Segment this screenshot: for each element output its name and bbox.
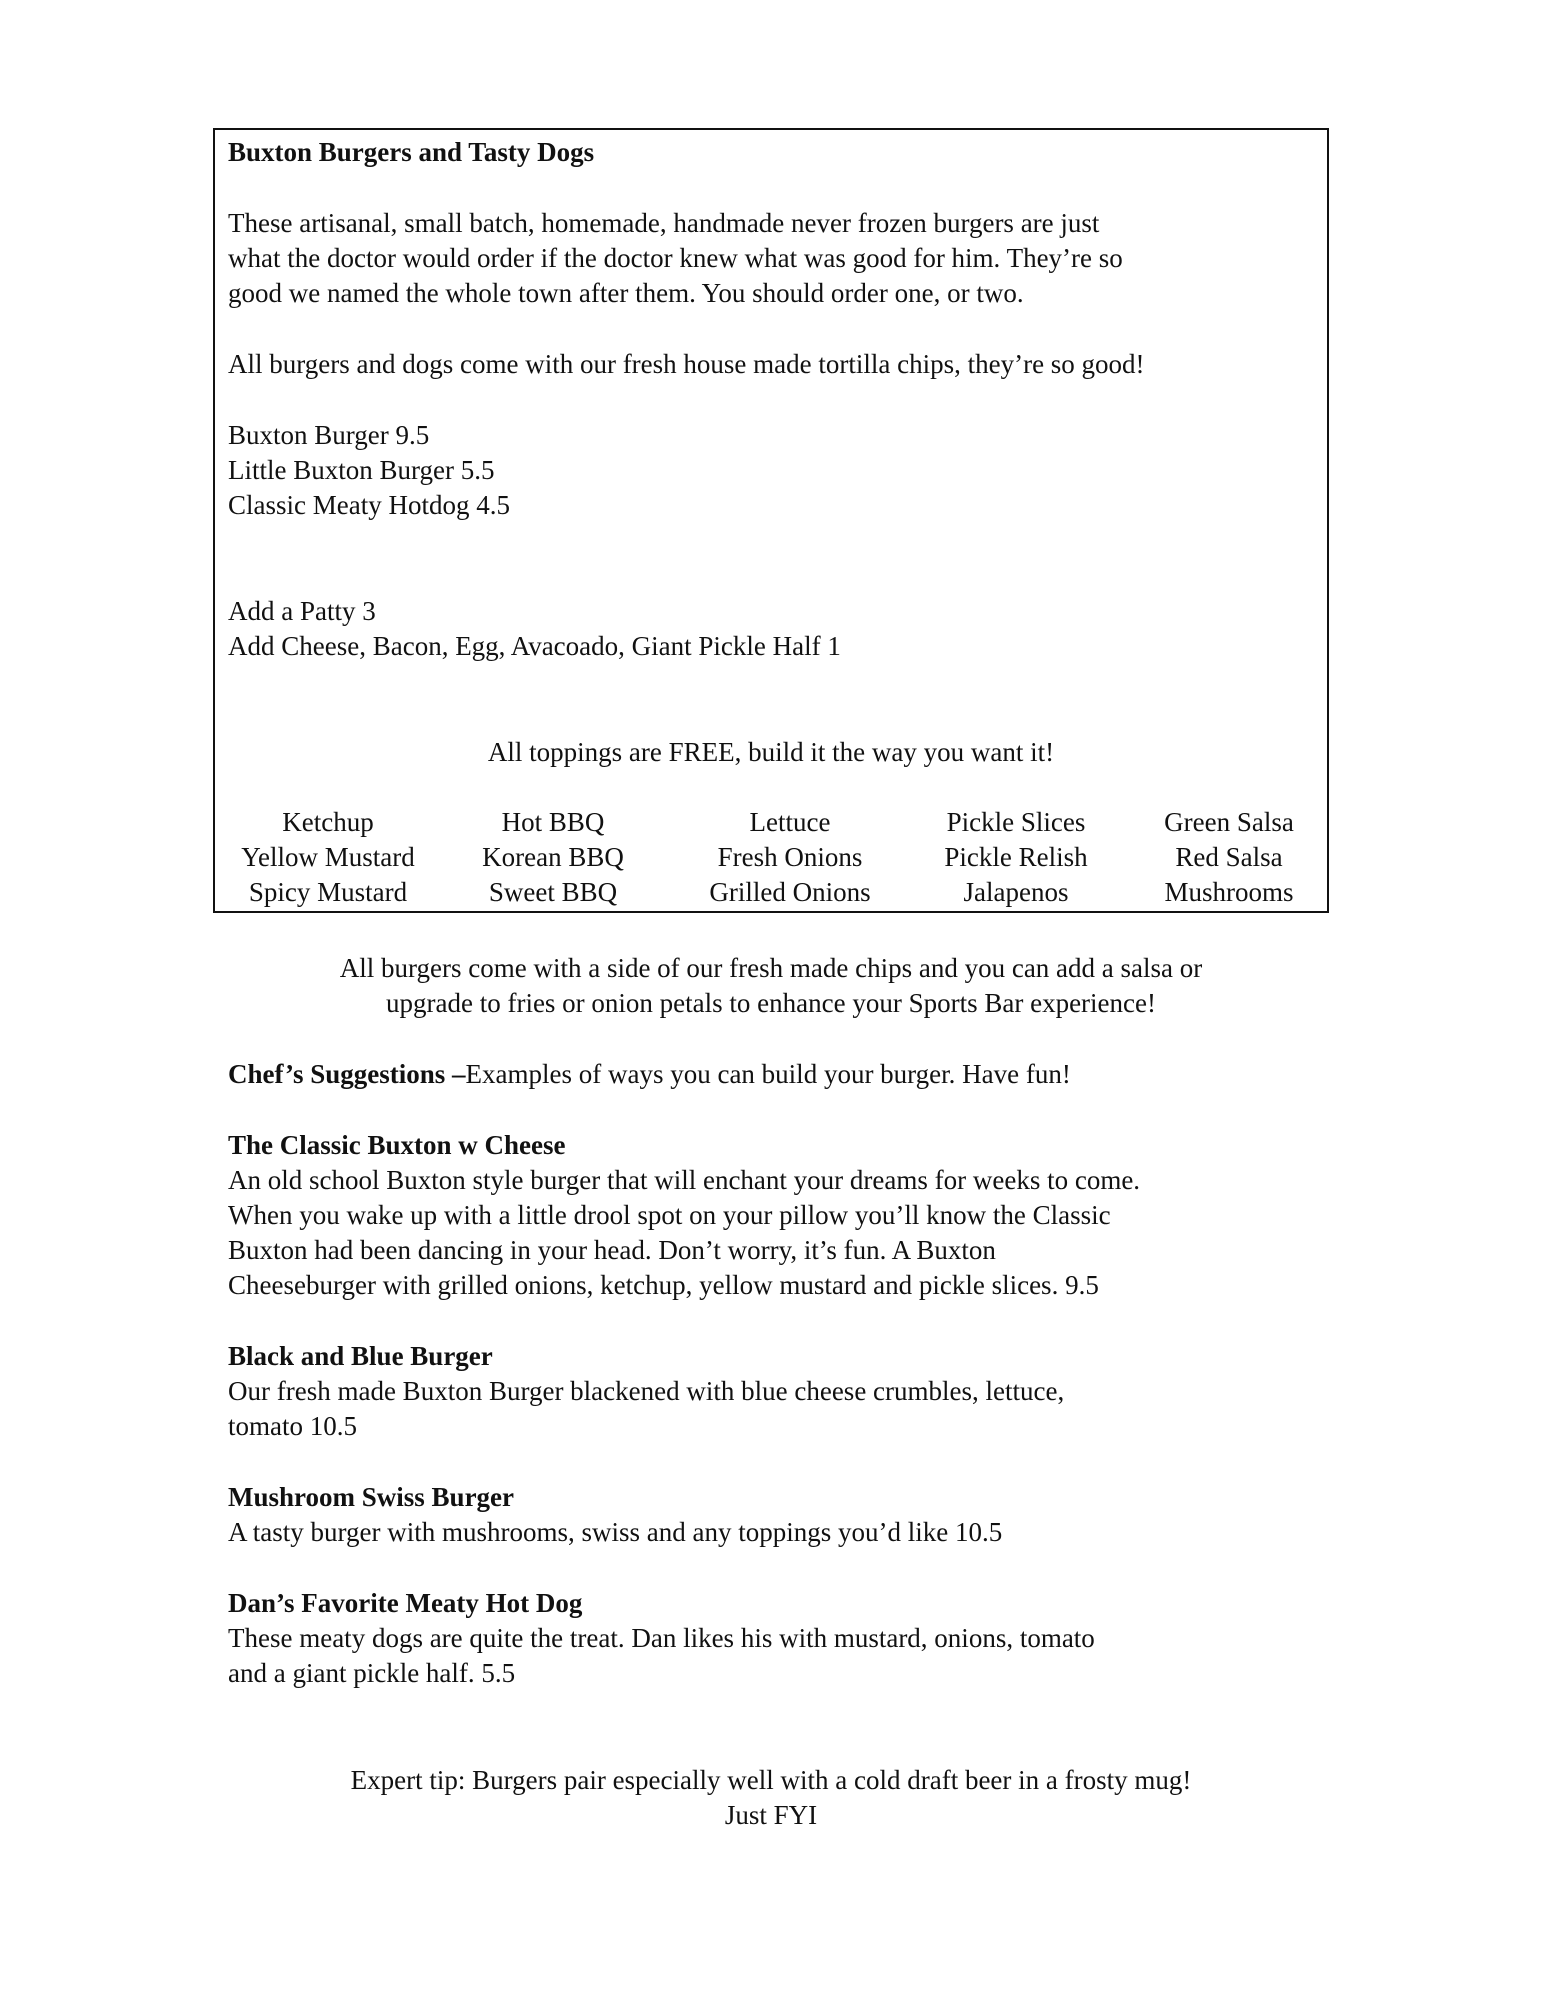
dish-description: An old school Buxton style burger that will enchant your dreams for weeks to come.: [228, 1165, 1141, 1195]
dish-name: Dan’s Favorite Meaty Hot Dog: [228, 1588, 583, 1618]
topping: Hot BBQ: [501, 807, 605, 837]
menu-item: Little Buxton Burger 5.5: [228, 455, 495, 485]
dish-description: When you wake up with a little drool spot on your pillow you’ll know the Classic: [228, 1200, 1111, 1230]
chips-note: All burgers and dogs come with our fresh house made tortilla chips, they’re so good!: [228, 349, 1145, 379]
menu-item: Buxton Burger 9.5: [228, 420, 430, 450]
topping: Ketchup: [282, 807, 374, 837]
dish-description: Cheeseburger with grilled onions, ketchup, yellow mustard and pickle slices. 9.5: [228, 1270, 1099, 1300]
topping: Red Salsa: [1175, 842, 1283, 872]
expert-tip: Expert tip: Burgers pair especially well with a cold draft beer in a frosty mug!: [350, 1765, 1192, 1795]
dish-name: Black and Blue Burger: [228, 1341, 493, 1371]
dish-description: tomato 10.5: [228, 1411, 357, 1441]
suggestions-text: Examples of ways you can build your burger. Have fun!: [465, 1059, 1071, 1089]
intro-line: good we named the whole town after them. You should order one, or two.: [228, 278, 1024, 308]
addon-item: Add Cheese, Bacon, Egg, Avacoado, Giant Pickle Half 1: [228, 631, 841, 661]
topping: Green Salsa: [1164, 807, 1294, 837]
topping: Grilled Onions: [709, 877, 871, 907]
topping: Lettuce: [749, 807, 831, 837]
topping: Jalapenos: [963, 877, 1069, 907]
topping: Pickle Relish: [944, 842, 1088, 872]
dish-name: Mushroom Swiss Burger: [228, 1482, 515, 1512]
intro-line: what the doctor would order if the doctor knew what was good for him. They’re so: [228, 243, 1123, 273]
menu-item: Classic Meaty Hotdog 4.5: [228, 490, 510, 520]
topping: Spicy Mustard: [248, 877, 408, 907]
chefs-suggestions: [228, 1056, 1071, 1092]
topping: Pickle Slices: [946, 807, 1086, 837]
sides-note: upgrade to fries or onion petals to enhance your Sports Bar experience!: [386, 988, 1156, 1018]
expert-tip-footer: Just FYI: [724, 1800, 818, 1830]
dish-description: A tasty burger with mushrooms, swiss and any toppings you’d like 10.5: [228, 1517, 1003, 1547]
dish-description: Our fresh made Buxton Burger blackened with blue cheese crumbles, lettuce,: [228, 1376, 1065, 1406]
topping: Yellow Mustard: [241, 842, 415, 872]
topping: Mushrooms: [1164, 877, 1294, 907]
suggestions-label: Chef’s Suggestions –: [228, 1059, 466, 1089]
menu-title: Buxton Burgers and Tasty Dogs: [228, 137, 595, 167]
dish-description: These meaty dogs are quite the treat. Dan likes his with mustard, onions, tomato: [228, 1623, 1095, 1653]
dish-name: The Classic Buxton w Cheese: [228, 1130, 566, 1160]
topping: Sweet BBQ: [488, 877, 618, 907]
dish-description: Buxton had been dancing in your head. Don’t worry, it’s fun. A Buxton: [228, 1235, 996, 1265]
addon-item: Add a Patty 3: [228, 596, 376, 626]
intro-line: These artisanal, small batch, homemade, handmade never frozen burgers are just: [228, 208, 1100, 238]
topping: Fresh Onions: [717, 842, 863, 872]
sides-note: All burgers come with a side of our fresh made chips and you can add a salsa or: [339, 953, 1203, 983]
topping: Korean BBQ: [482, 842, 624, 872]
toppings-heading: All toppings are FREE, build it the way you want it!: [487, 737, 1055, 767]
dish-description: and a giant pickle half. 5.5: [228, 1658, 516, 1688]
